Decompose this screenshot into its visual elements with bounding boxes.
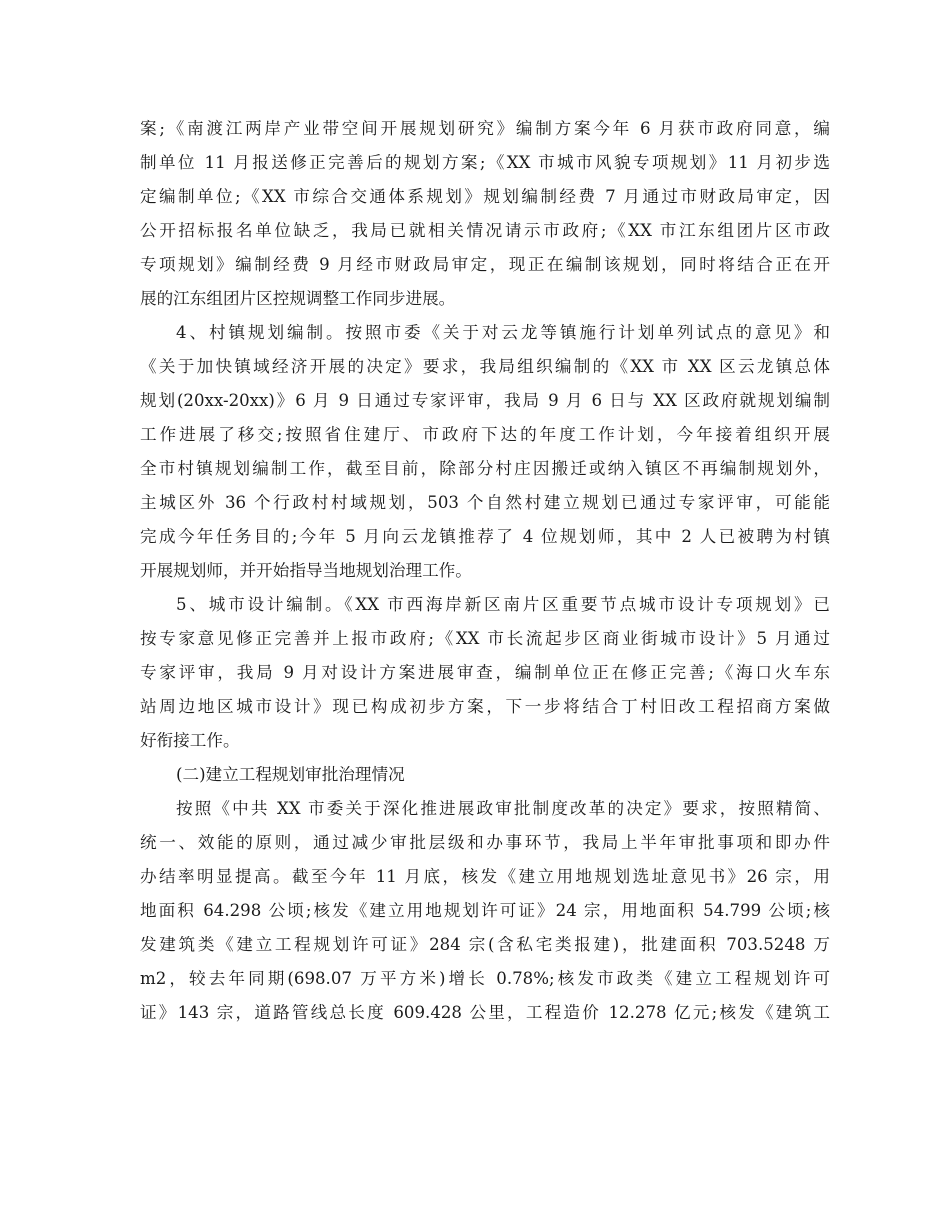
paragraph-line: 按专家意见修正完善并上报市政府;《XX 市长流起步区商业街城市设计》5 月通过	[140, 629, 830, 648]
paragraph-line: 专项规划》编制经费 9 月经市财政局审定，现正在编制该规划，同时将结合正在开	[140, 255, 830, 274]
paragraph-line: 按照《中共 XX 市委关于深化推进展政审批制度改革的决定》要求，按照精简、	[176, 799, 830, 818]
paragraph-line: 全市村镇规划编制工作，截至目前，除部分村庄因搬迁或纳入镇区不再编制规划外，	[140, 459, 830, 478]
paragraph-line: m2，较去年同期(698.07 万平方米)增长 0.78%;核发市政类《建立工程规划许可	[140, 969, 830, 988]
paragraph-line: 规划(20xx-20xx)》6 月 9 日通过专家评审，我局 9 月 6 日与 XX 区政府就规划编制	[140, 391, 830, 410]
paragraph-line: 《关于加快镇域经济开展的决定》要求，我局组织编制的《XX 市 XX 区云龙镇总体	[140, 357, 830, 376]
section-heading-line: 5、城市设计编制。《XX 市西海岸新区南片区重要节点城市设计专项规划》已	[176, 595, 830, 614]
subsection-heading: (二)建立工程规划审批治理情况	[176, 765, 405, 784]
paragraph-line: 统一、效能的原则，通过减少审批层级和办事环节，我局上半年审批事项和即办件	[140, 833, 830, 852]
paragraph-line: 办结率明显提高。截至今年 11 月底，核发《建立用地规划选址意见书》26 宗，用	[140, 867, 830, 886]
paragraph-line: 完成今年任务目的;今年 5 月向云龙镇推荐了 4 位规划师，其中 2 人已被聘为村镇	[140, 527, 830, 546]
paragraph-line: 工作进展了移交;按照省住建厅、市政府下达的年度工作计划，今年接着组织开展	[140, 425, 830, 444]
section-heading-line: 4、村镇规划编制。按照市委《关于对云龙等镇施行计划单列试点的意见》和	[176, 323, 830, 342]
paragraph-line: 制单位 11 月报送修正完善后的规划方案;《XX 市城市风貌专项规划》11 月初步选	[140, 153, 830, 172]
paragraph-line: 好衔接工作。	[140, 731, 240, 750]
paragraph-line: 专家评审，我局 9 月对设计方案进展审查，编制单位正在修正完善;《海口火车东	[140, 663, 830, 682]
document-body	[140, 112, 830, 1030]
paragraph-line: 主城区外 36 个行政村村域规划，503 个自然村建立规划已通过专家评审，可能能	[140, 493, 830, 512]
paragraph-line: 开展规划师，并开始指导当地规划治理工作。	[140, 561, 472, 580]
paragraph-line: 公开招标报名单位缺乏，我局已就相关情况请示市政府;《XX 市江东组团片区市政	[140, 221, 830, 240]
paragraph-line: 案;《南渡江两岸产业带空间开展规划研究》编制方案今年 6 月获市政府同意，编	[140, 119, 830, 138]
paragraph-line: 发建筑类《建立工程规划许可证》284 宗(含私宅类报建)，批建面积 703.5248 万	[140, 935, 830, 954]
paragraph-line: 地面积 64.298 公顷;核发《建立用地规划许可证》24 宗，用地面积 54.799 公顷;核	[140, 901, 830, 920]
paragraph-line: 证》143 宗，道路管线总长度 609.428 公里，工程造价 12.278 亿元;核发《建筑工	[140, 1003, 830, 1022]
paragraph-line: 站周边地区城市设计》现已构成初步方案，下一步将结合丁村旧改工程招商方案做	[140, 697, 830, 716]
paragraph-line: 展的江东组团片区控规调整工作同步进展。	[140, 289, 456, 308]
paragraph-line: 定编制单位;《XX 市综合交通体系规划》规划编制经费 7 月通过市财政局审定，因	[140, 187, 830, 206]
